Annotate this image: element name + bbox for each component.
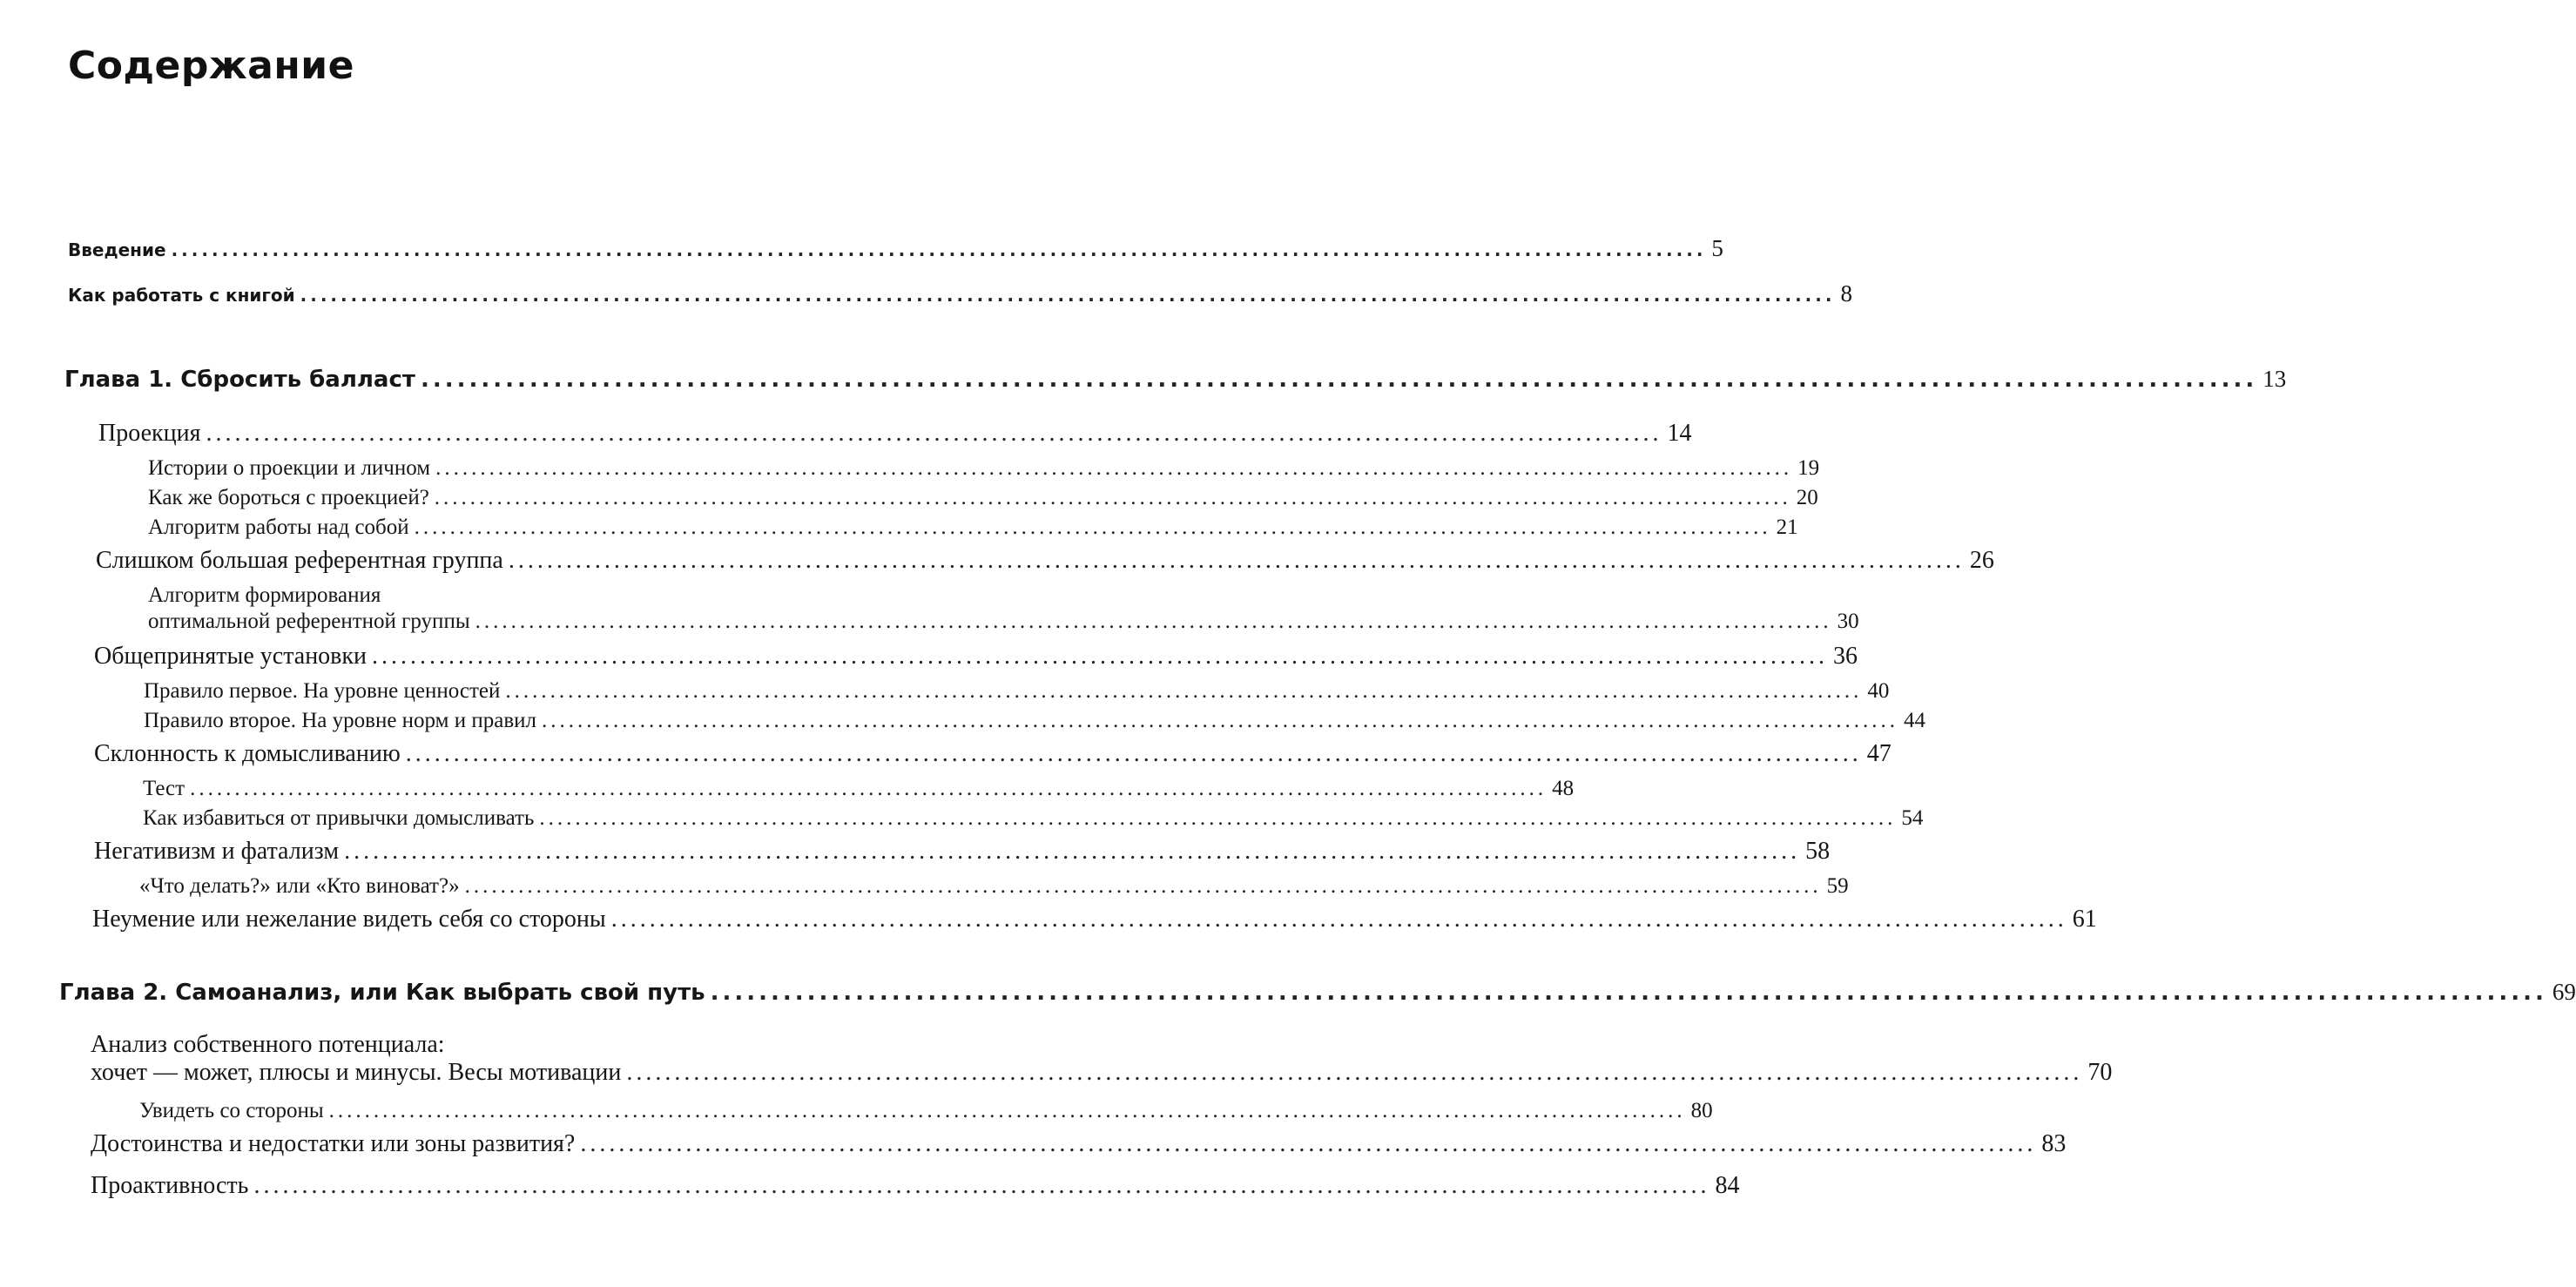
toc-subsection[interactable]	[144, 709, 1926, 733]
toc-leader-dots: ........................................................................................................................................................	[464, 874, 1822, 898]
toc-leader-dots: ........................................................................................................................................................	[539, 806, 1897, 830]
toc-subsection-label-line1: Алгоритм формирования	[148, 583, 381, 607]
toc-section[interactable]	[96, 547, 1994, 575]
toc-page-number: 44	[1904, 709, 1926, 732]
toc-section[interactable]	[91, 1130, 2067, 1158]
toc-subsection[interactable]	[139, 874, 1849, 899]
toc-leader-dots: ........................................................................................................................................................	[434, 486, 1791, 509]
toc-section-label: Общепринятые установки	[94, 643, 367, 670]
toc-page-number: 36	[1833, 643, 1858, 670]
toc-page-number: 84	[1715, 1172, 1740, 1199]
toc-section[interactable]	[94, 643, 1858, 670]
toc-page-number: 54	[1901, 806, 1924, 830]
toc-leader-dots: ........................................................................................................................................................	[253, 1172, 1710, 1199]
toc-section[interactable]	[94, 838, 1831, 866]
toc-subsection-label: Правило второе. На уровне норм и правил	[144, 709, 537, 732]
toc-page-number: 19	[1797, 456, 1820, 480]
toc-subsection-label: Правило первое. На уровне ценностей	[144, 679, 501, 703]
toc-chapter-2[interactable]	[59, 979, 2576, 1006]
toc-leader-dots: ........................................................................................................................................................	[414, 515, 1771, 539]
toc-page-number: 13	[2262, 366, 2287, 392]
page-title: Содержание	[68, 44, 354, 88]
toc-subsection[interactable]	[143, 806, 1924, 831]
toc-section-label: Проекция	[98, 420, 201, 447]
toc-page-number: 70	[2087, 1059, 2113, 1086]
toc-leader-dots: ........................................................................................................................................................	[420, 367, 2258, 393]
toc-section-label: Слишком большая референтная группа	[96, 547, 503, 574]
toc-leader-dots: ........................................................................................................................................................	[300, 285, 1836, 306]
toc-subsection-label: Тест	[143, 777, 185, 800]
toc-section[interactable]	[98, 420, 1692, 448]
toc-page-number: 47	[1866, 740, 1892, 767]
toc-section-label: Неумение или нежелание видеть себя со стороны	[92, 906, 606, 933]
toc-page-number: 8	[1840, 280, 1852, 307]
toc-subsection[interactable]	[143, 777, 1575, 801]
toc-subsection[interactable]	[148, 486, 1818, 510]
toc-page-number: 26	[1969, 547, 1994, 574]
toc-section-label: Достоинства и недостатки или зоны развития?	[91, 1130, 576, 1157]
toc-subsection-label: Алгоритм работы над собой	[148, 515, 409, 539]
toc-leader-dots: ........................................................................................................................................................	[710, 980, 2547, 1006]
toc-page-number: 5	[1711, 235, 1723, 261]
toc-leader-dots: ........................................................................................................................................................	[344, 838, 1801, 865]
toc-entry-how-to-work[interactable]	[68, 280, 1852, 307]
toc-page-number: 20	[1796, 486, 1818, 509]
toc-page-number: 40	[1867, 679, 1890, 703]
toc-entry-introduction[interactable]	[68, 235, 1723, 262]
toc-section[interactable]	[91, 1172, 1740, 1200]
toc-leader-dots: ........................................................................................................................................................	[372, 643, 1828, 670]
toc-section-label: Негативизм и фатализм	[94, 838, 340, 865]
toc-entry-label: Как работать с книгой	[68, 285, 295, 306]
toc-subsection-multiline[interactable]	[148, 583, 1859, 634]
toc-leader-dots: ........................................................................................................................................................	[542, 709, 1899, 732]
toc-page-number: 59	[1826, 874, 1849, 898]
toc-section-label: хочет — может, плюсы и минусы. Весы мотивации	[91, 1059, 622, 1086]
toc-leader-dots: ........................................................................................................................................................	[435, 456, 1793, 480]
toc-section-label: Проактивность	[91, 1172, 249, 1199]
toc-entry-label: Введение	[68, 239, 166, 260]
toc-subsection-label: оптимальной референтной группы	[148, 610, 470, 633]
toc-section-label: Склонность к домысливанию	[94, 740, 401, 767]
toc-subsection[interactable]	[144, 679, 1890, 704]
toc-leader-dots: ........................................................................................................................................................	[626, 1059, 2083, 1086]
toc-chapter-label: Глава 1. Сбросить балласт	[64, 367, 415, 393]
toc-page-number: 80	[1690, 1099, 1713, 1122]
toc-subsection-label: Как избавиться от привычки домысливать	[143, 806, 535, 830]
toc-subsection-label: «Что делать?» или «Кто виноват?»	[139, 874, 460, 898]
toc-page-number: 14	[1667, 420, 1692, 447]
toc-subsection-label: Как же бороться с проекцией?	[148, 486, 429, 509]
toc-subsection[interactable]	[139, 1099, 1713, 1123]
toc-section[interactable]	[94, 740, 1892, 768]
toc-chapter-1[interactable]	[64, 366, 2287, 393]
toc-leader-dots: ........................................................................................................................................................	[328, 1099, 1686, 1122]
toc-section[interactable]	[92, 906, 2097, 933]
toc-section-label-line1: Анализ собственного потенциала:	[91, 1031, 445, 1058]
toc-page-number: 69	[2552, 979, 2576, 1005]
toc-leader-dots: ........................................................................................................................................................	[610, 906, 2067, 933]
toc-leader-dots: ........................................................................................................................................................	[206, 420, 1662, 447]
toc-page-number: 21	[1776, 515, 1798, 539]
toc-leader-dots: ........................................................................................................................................................	[580, 1130, 2037, 1157]
toc-chapter-label: Глава 2. Самоанализ, или Как выбрать свой путь	[59, 980, 705, 1006]
toc-leader-dots: ........................................................................................................................................................	[171, 239, 1707, 260]
toc-subsection[interactable]	[148, 456, 1820, 481]
toc-page-number: 30	[1837, 610, 1859, 633]
toc-subsection[interactable]	[148, 515, 1798, 540]
toc-page-number: 83	[2041, 1130, 2067, 1157]
toc-section-multiline[interactable]	[91, 1031, 2113, 1087]
toc-leader-dots: ........................................................................................................................................................	[475, 610, 1832, 633]
toc-subsection-label: Увидеть со стороны	[139, 1099, 324, 1122]
toc-leader-dots: ........................................................................................................................................................	[505, 679, 1863, 703]
toc-page-number: 48	[1552, 777, 1575, 800]
toc-page-number: 61	[2072, 906, 2097, 933]
toc-leader-dots: ........................................................................................................................................................	[405, 740, 1862, 767]
toc-subsection-label: Истории о проекции и личном	[148, 456, 431, 480]
toc-leader-dots: ........................................................................................................................................................	[508, 547, 1965, 574]
toc-leader-dots: ........................................................................................................................................................	[190, 777, 1548, 800]
toc-page-number: 58	[1805, 838, 1831, 865]
